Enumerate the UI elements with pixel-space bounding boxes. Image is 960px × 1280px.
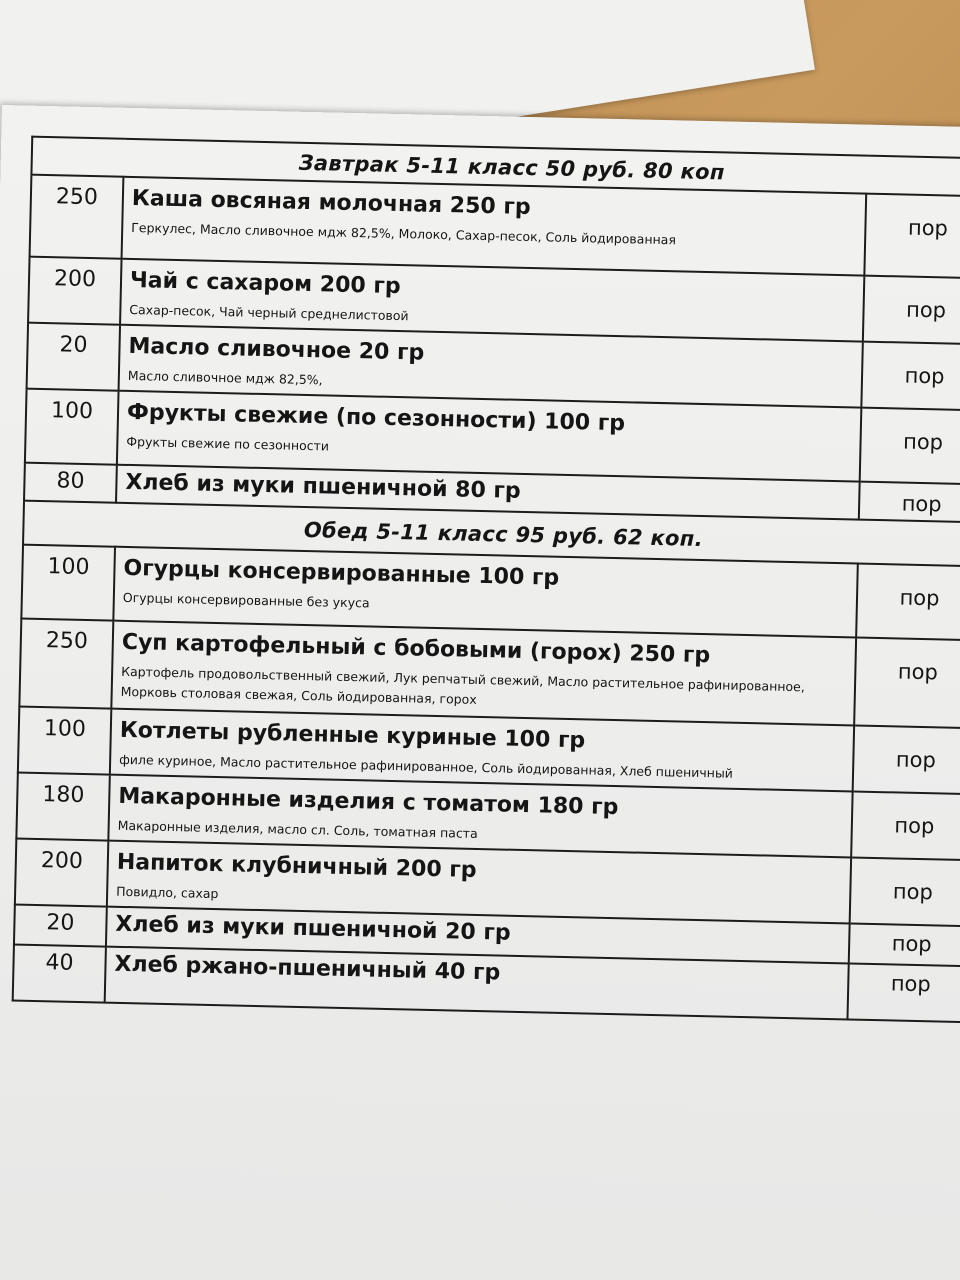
dish-ingredients: Сахар-песок, Чай черный среднелистовой: [129, 301, 409, 324]
portion-unit: пор: [864, 194, 960, 279]
portion-unit: пор: [851, 791, 960, 860]
menu-paper-sheet: [0, 105, 960, 1280]
portion-grams: 180: [16, 773, 109, 841]
dish-title: Хлеб из муки пшеничной 20 гр: [115, 911, 511, 946]
dish-title: Хлеб из муки пшеничной 80 гр: [125, 469, 521, 504]
portion-grams: 200: [15, 839, 108, 907]
dish-ingredients: Геркулес, Масло сливочное мдж 82,5%, Молоко, Сахар-песок, Соль йодированная: [131, 219, 677, 248]
portion-unit: пор: [863, 276, 960, 345]
menu-table: [12, 136, 960, 1024]
portion-grams: 250: [30, 175, 124, 259]
portion-unit: пор: [856, 564, 960, 641]
portion-grams: 40: [13, 944, 106, 1002]
dish-title: Котлеты рубленные куриные 100 гр: [119, 717, 586, 754]
portion-unit: пор: [850, 857, 960, 926]
portion-unit: пор: [860, 408, 960, 485]
dish-cell: [111, 621, 856, 726]
portion-unit: пор: [849, 923, 960, 966]
portion-grams: 100: [25, 389, 119, 465]
dish-ingredients: Фрукты свежие по сезонности: [126, 433, 330, 454]
dish-ingredients: Масло сливочное мдж 82,5%,: [127, 367, 323, 388]
dish-title: Макаронные изделия с томатом 180 гр: [118, 783, 619, 821]
portion-grams: 100: [21, 545, 115, 621]
dish-title: Каша овсяная молочная 250 гр: [131, 185, 531, 221]
breakfast-header: Завтрак 5-11 класс 50 руб. 80 коп: [31, 137, 960, 197]
portion-unit: пор: [854, 638, 960, 729]
portion-grams: 200: [28, 257, 121, 325]
portion-unit: пор: [861, 342, 960, 411]
dish-title: Напиток клубничный 200 гр: [116, 849, 477, 883]
dish-ingredients: Картофель продовольственный свежий, Лук репчатый свежий, Масло растительное рафинированное, Морковь столовая свежая, Соль йодированная, горох: [120, 663, 805, 707]
dish-title: Чай с сахаром 200 гр: [129, 267, 401, 300]
portion-grams: 250: [19, 619, 113, 709]
dish-title: Масло сливочное 20 гр: [128, 333, 425, 366]
dish-ingredients: Макаронные изделия, масло сл. Соль, томатная паста: [117, 817, 478, 841]
dish-ingredients: филе куриное, Масло растительное рафинированное, Соль йодированная, Хлеб пшеничный: [119, 751, 734, 781]
dish-ingredients: Огурцы консервированные без укуса: [122, 589, 370, 611]
lunch-header: Обед 5-11 класс 95 руб. 62 коп.: [23, 501, 960, 567]
portion-grams: 80: [24, 463, 117, 503]
portion-unit: пор: [859, 482, 960, 523]
dish-title: Фрукты свежие (по сезонности) 100 гр: [126, 399, 626, 437]
portion-grams: 100: [18, 707, 111, 775]
dish-ingredients: Повидло, сахар: [116, 883, 219, 902]
portion-grams: 20: [27, 323, 120, 391]
portion-unit: пор: [847, 963, 960, 1022]
dish-title: Хлеб ржано-пшеничный 40 гр: [114, 951, 501, 986]
portion-unit: пор: [853, 725, 960, 794]
dish-title: Огурцы консервированные 100 гр: [123, 555, 560, 591]
portion-grams: 20: [14, 904, 107, 946]
dish-title: Суп картофельный с бобовыми (горох) 250 гр: [121, 629, 711, 669]
